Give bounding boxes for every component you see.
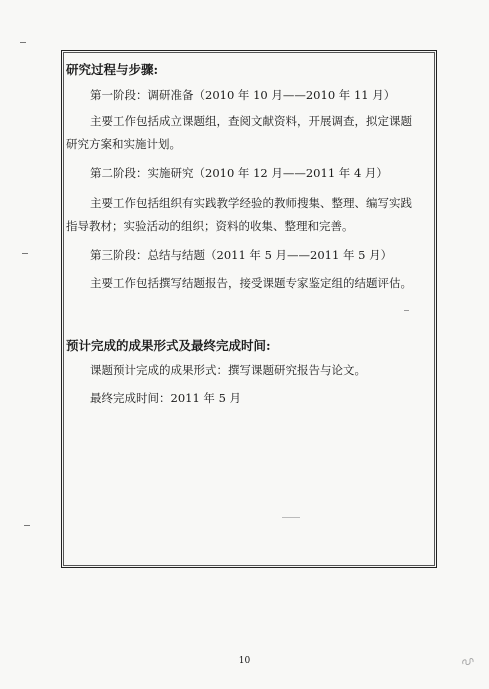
- stage2-title: 第二阶段：实施研究（2010 年 12 月——2011 年 4 月）: [90, 166, 388, 180]
- margin-mark: [22, 253, 28, 254]
- margin-mark: [24, 525, 30, 526]
- outcome-form-line: 课题预计完成的成果形式：撰写课题研究报告与论文。: [90, 363, 366, 377]
- page-number: 10: [238, 656, 251, 666]
- corner-scribble-mark: [458, 650, 478, 670]
- content-frame: [61, 50, 437, 568]
- margin-mark: [20, 42, 26, 43]
- content-frame-inner-border: [63, 52, 435, 566]
- stage1-body-line1: 主要工作包括成立课题组，查阅文献资料，开展调查，拟定课题: [90, 114, 412, 128]
- stage2-body-line2: 指导教材；实验活动的组织；资料的收集、整理和完善。: [66, 219, 354, 233]
- stage1-body-line2: 研究方案和实施计划。: [66, 137, 181, 151]
- completion-time-line: 最终完成时间：2011 年 5 月: [90, 391, 242, 405]
- stage1-title: 第一阶段：调研准备（2010 年 10 月——2010 年 11 月）: [90, 88, 396, 102]
- stage2-body-line1: 主要工作包括组织有实践教学经验的教师搜集、整理、编写实践: [90, 196, 412, 210]
- section-heading-outcome: 预计完成的成果形式及最终完成时间:: [66, 338, 271, 353]
- section-heading-process: 研究过程与步骤:: [66, 62, 159, 77]
- stage3-title: 第三阶段：总结与结题（2011 年 5 月——2011 年 5 月）: [90, 248, 393, 262]
- stage3-body-line1: 主要工作包括撰写结题报告，接受课题专家鉴定组的结题评估。: [90, 276, 412, 290]
